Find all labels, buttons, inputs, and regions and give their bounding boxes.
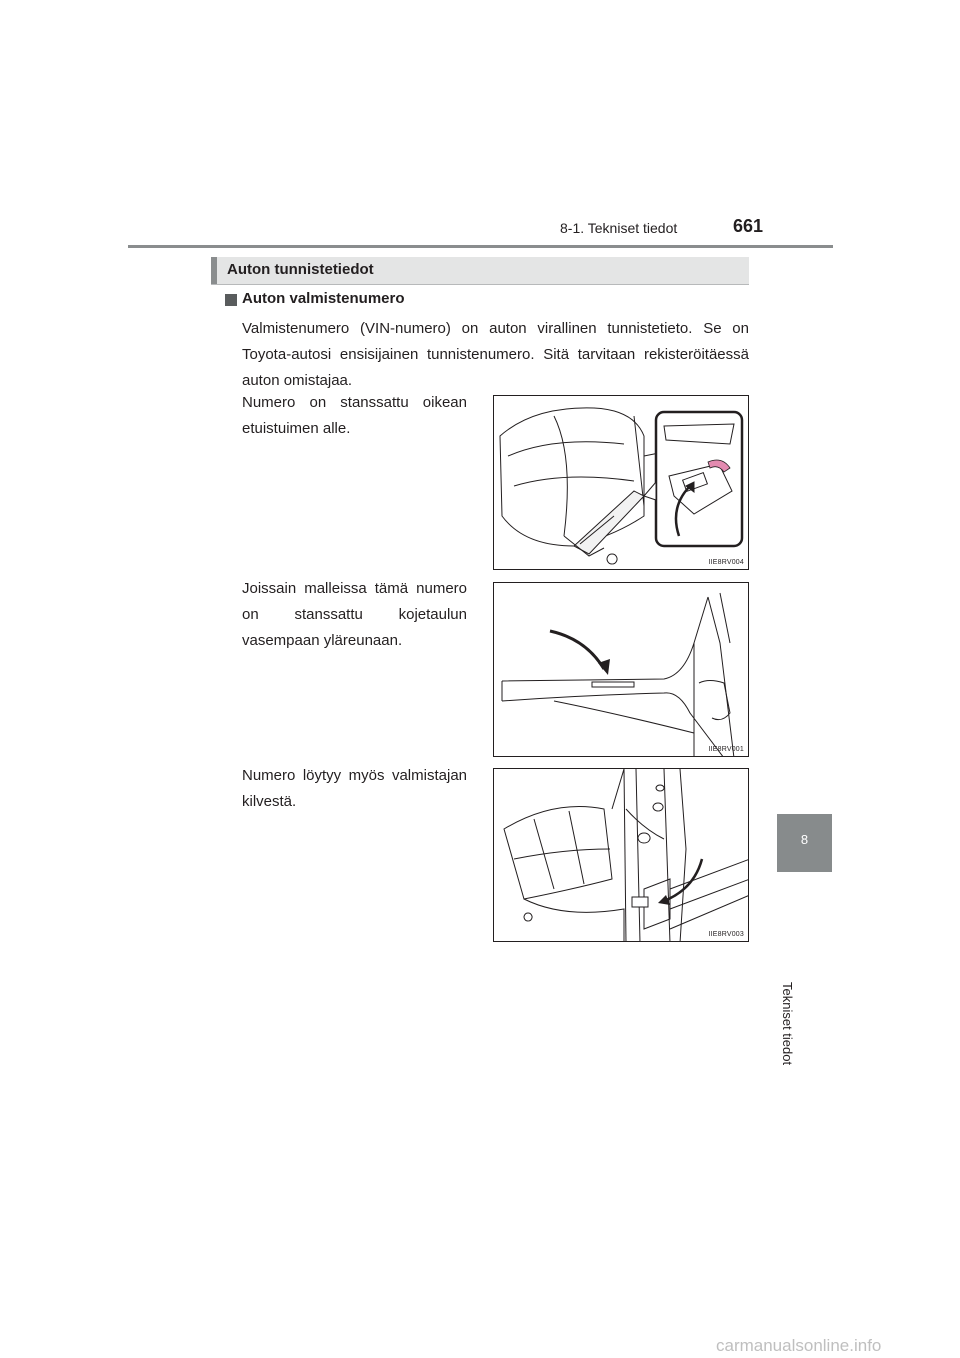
plate-paragraph: Numero löytyy myös valmistajan kilvestä.: [242, 767, 467, 810]
seat-illustration: [494, 396, 749, 570]
section-heading-bar: [211, 257, 749, 285]
watermark[interactable]: carmanualsonline.info: [716, 1336, 882, 1355]
figure-seat-underside: [493, 395, 749, 570]
running-header-section: 8-1. Tekniset tiedot: [560, 220, 678, 236]
figure-code: IIE8RV004: [708, 559, 744, 566]
header-rule: [128, 245, 833, 248]
seat-paragraph: Numero on stanssattu oikean etuistuimen alle.: [242, 394, 467, 437]
door-pillar-illustration: [494, 769, 749, 942]
subsection-heading: Auton valmistenumero: [242, 290, 405, 307]
section-heading: Auton tunnistetiedot: [227, 261, 374, 278]
arrow-icon: [550, 631, 604, 669]
chapter-tab-number: 8: [800, 832, 809, 847]
dashboard-paragraph: Joissain malleissa tämä numero on stanssattu kojetaulun vasempaan yläreunaan.: [242, 580, 467, 649]
section-heading-accent: [211, 257, 217, 284]
intro-paragraph: Valmistenumero (VIN-numero) on auton virallinen tunnistetieto. Se on Toyota-autosi ensisijainen tunnistenumero. Sitä tarvitaan rekisteröitäessä auton omistajaa.: [242, 320, 749, 389]
figure-code: IIE8RV001: [708, 746, 744, 753]
figure-door-pillar: [493, 768, 749, 942]
figure-dashboard: [493, 582, 749, 757]
page-number: 661: [733, 216, 764, 236]
chapter-tab-label: Tekniset tiedot: [780, 982, 795, 1066]
figure-code: IIE8RV003: [708, 931, 744, 938]
square-bullet-icon: [225, 294, 237, 306]
dashboard-illustration: [494, 583, 749, 757]
